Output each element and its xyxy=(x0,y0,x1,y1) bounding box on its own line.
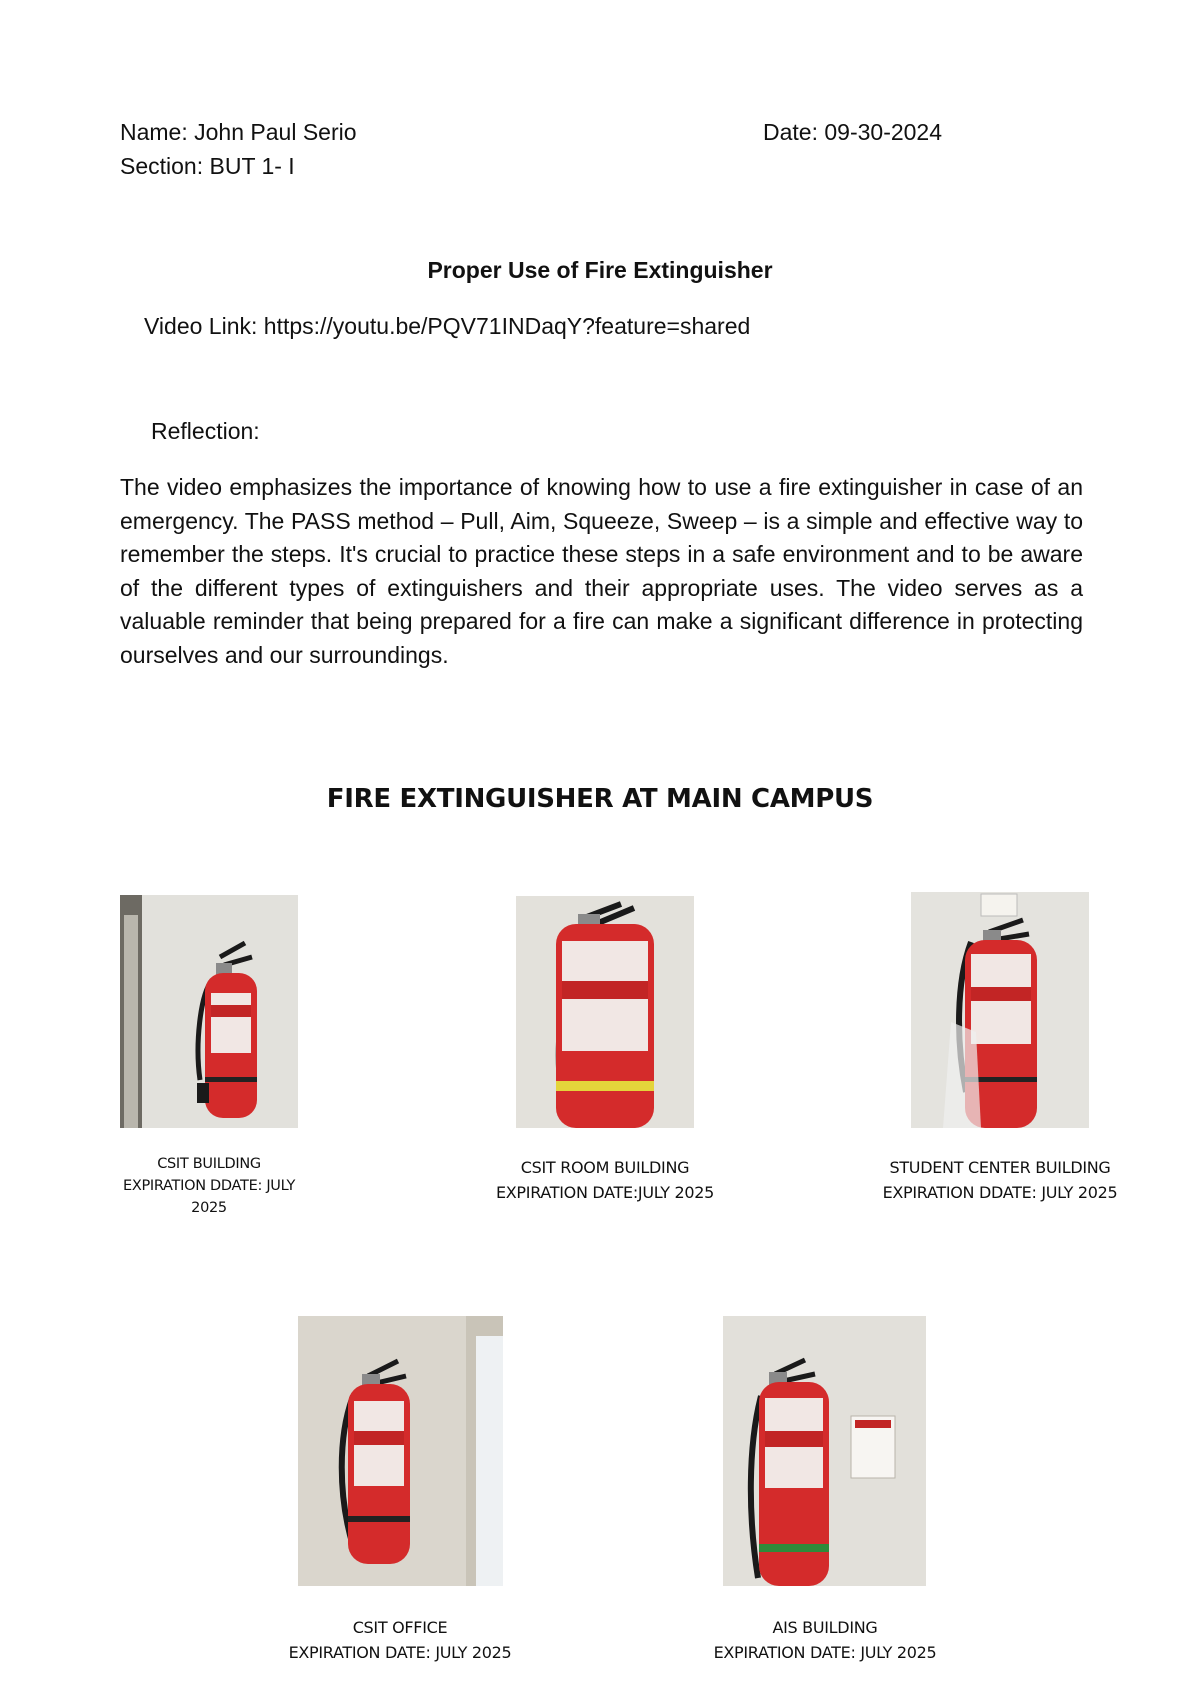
submission-date: Date: 09-30-2024 xyxy=(763,119,943,145)
fire-extinguisher-icon xyxy=(723,1316,926,1586)
caption-location: CSIT BUILDING xyxy=(157,1156,261,1172)
caption-expiration: EXPIRATION DATE: JULY 2025 xyxy=(288,1643,512,1662)
photo-ais-building xyxy=(723,1316,926,1586)
photo-csit-building xyxy=(120,895,298,1128)
reflection-label: Reflection: xyxy=(151,418,260,444)
fire-extinguisher-icon xyxy=(298,1316,503,1586)
caption-location: AIS BUILDING xyxy=(772,1618,878,1637)
photo-csit-room-building xyxy=(516,896,694,1128)
photo-csit-office xyxy=(298,1316,503,1586)
caption-csit-building xyxy=(104,1153,314,1219)
caption-expiration: EXPIRATION DATE: JULY 2025 xyxy=(713,1643,937,1662)
caption-expiration: EXPIRATION DATE:JULY 2025 xyxy=(495,1183,715,1202)
caption-ais-building xyxy=(660,1615,990,1665)
caption-expiration: EXPIRATION DDATE: JULY 2025 xyxy=(882,1183,1118,1202)
video-link[interactable]: Video Link: https://youtu.be/PQV71INDaqY?feature=shared xyxy=(144,313,751,339)
gallery-title: FIRE EXTINGUISHER AT MAIN CAMPUS xyxy=(326,784,874,814)
photo-student-center-building xyxy=(911,892,1089,1128)
caption-location: STUDENT CENTER BUILDING xyxy=(889,1158,1111,1177)
fire-extinguisher-icon xyxy=(911,892,1089,1128)
fire-extinguisher-icon xyxy=(516,896,694,1128)
caption-location: CSIT ROOM BUILDING xyxy=(520,1158,690,1177)
document-title: Proper Use of Fire Extinguisher xyxy=(427,257,773,283)
fire-extinguisher-icon xyxy=(120,895,298,1128)
caption-location: CSIT OFFICE xyxy=(352,1618,448,1637)
caption-expiration: EXPIRATION DDATE: JULY 2025 xyxy=(122,1178,296,1216)
caption-csit-office xyxy=(235,1615,565,1665)
caption-csit-room-building xyxy=(440,1155,770,1205)
reflection-paragraph: The video emphasizes the importance of knowing how to use a fire extinguisher in case of an emergency. The PASS method – Pull, Aim, Squeeze, Sweep – is a simple and effective way to remember the steps. It's crucial to practice these steps in a safe environment and to be aware of the different types of extinguishers and their appropriate uses. The video serves as a valuable reminder that being prepared for a fire can make a significant difference in protecting ourselves and our surroundings. xyxy=(120,474,1083,668)
student-section: Section: BUT 1- I xyxy=(120,153,295,179)
student-name: Name: John Paul Serio xyxy=(120,119,357,145)
caption-student-center-building xyxy=(835,1155,1165,1205)
